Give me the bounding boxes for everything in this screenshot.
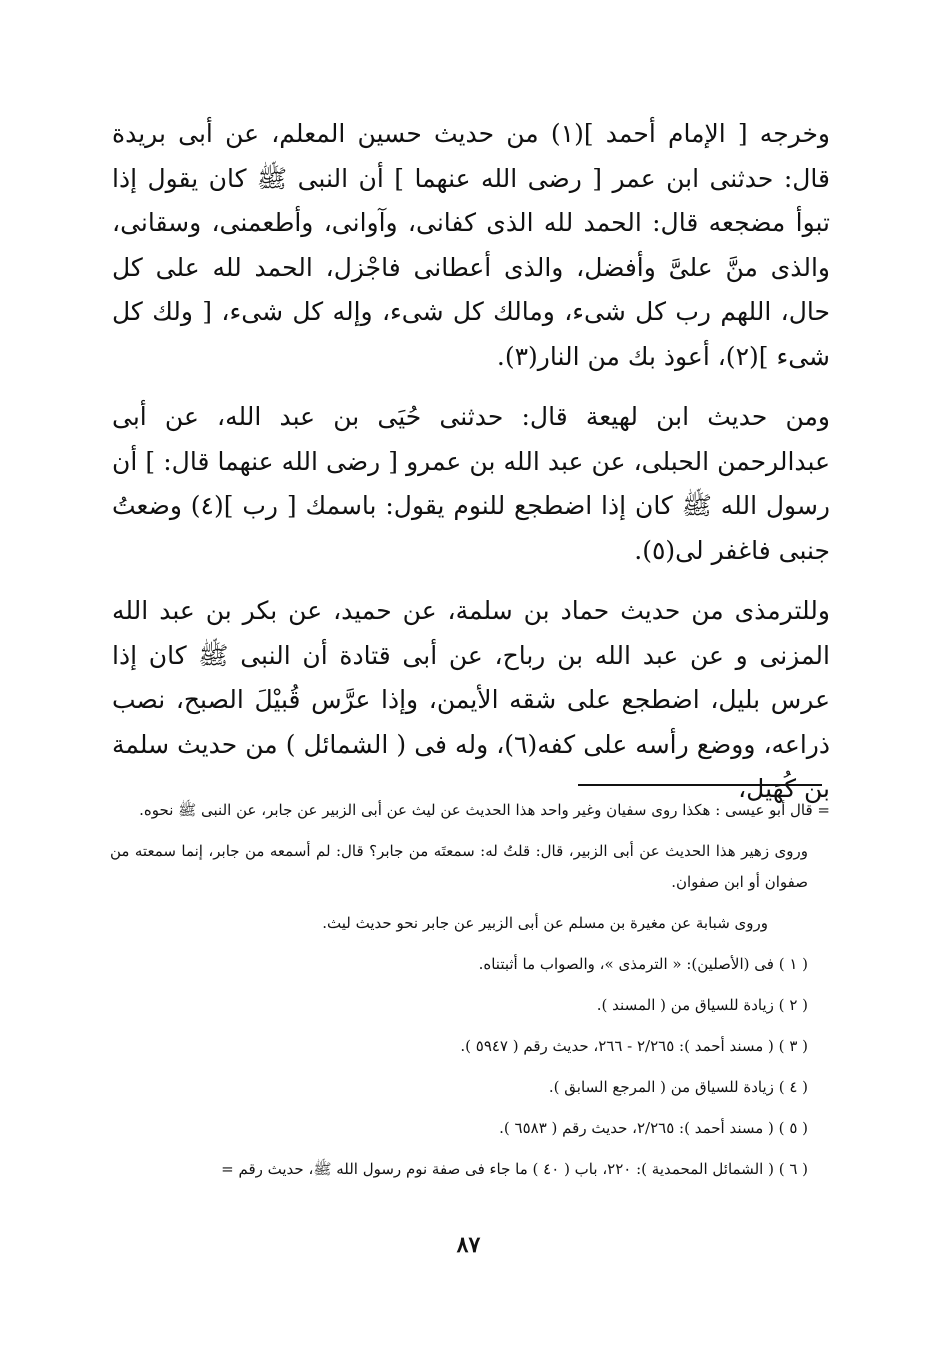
footnote-divider xyxy=(578,784,822,786)
footnotes-block xyxy=(110,795,830,1195)
footnote-note-a: وروى زهير هذا الحديث عن أبى الزبير، قال: قلتُ له: سمعتَه من جابر؟ قال: لم أسمعه من جابر، إنما سمعته من صفوان أو ابن صفوان. xyxy=(110,842,808,891)
footnote-6: ( ٦ ) ( الشمائل المحمدية ): ٢٢٠، باب ( ٤٠ ) ما جاء فى صفة نوم رسول الله ﷺ، حديث رقم = xyxy=(221,1160,808,1178)
footnote-5: ( ٥ ) ( مسند أحمد ): ٢/٢٦٥، حديث رقم ( ٦٥٨٣ ). xyxy=(499,1119,808,1137)
page-number: ٨٧ xyxy=(456,1232,481,1258)
paragraph-1: وخرجه [ الإمام أحمد ](١) من حديث حسين المعلم، عن أبى بريدة قال: حدثنى ابن عمر [ رضى الله عنهما ] أن النبى ﷺ كان يقول إذا تبوأ مضجعه قال: الحمد لله الذى كفانى، وآوانى، وأطعمنى، وسقانى، والذى منَّ علىَّ وأفضل، والذى أعطانى فاجْزل، الحمد لله على كل حال، اللهم رب كل شىء، ومالك كل شىء، وإله كل شىء، [ ولك كل شىء ](٢)، أعوذ بك من النار(٣). xyxy=(112,119,830,371)
paragraph-2: ومن حديث ابن لهيعة قال: حدثنى حُيَى بن عبد الله، عن أبى عبدالرحمن الحبلى، عن عبد الله بن عمرو [ رضى الله عنهما قال: ] أن رسول الله ﷺ كان إذا اضطجع للنوم يقول: باسمك [ رب ](٤) وضعتُ جنبى فاغفر لى(٥). xyxy=(112,402,831,565)
footnote-1: ( ١ ) فى (الأصلين): « الترمذى »، والصواب ما أثبتناه. xyxy=(478,955,808,973)
footnote-continuation: = قال أبو عيسى : هكذا روى سفيان وغير واحد هذا الحديث عن ليث عن أبى الزبير عن جابر، عن النبى ﷺ نحوه. xyxy=(139,801,830,819)
footnote-2: ( ٢ ) زيادة للسياق من ( المسند ). xyxy=(596,996,808,1014)
paragraph-3: وللترمذى من حديث حماد بن سلمة، عن حميد، عن بكر بن عبد الله المزنى و عن عبد الله بن رباح، عن أبى قتادة أن النبى ﷺ كان إذا عرس بليل، اضطجع على شقه الأيمن، وإذا عرَّس قُبيْلَ الصبح، نصب ذراعه، ووضع رأسه على كفه(٦)، وله فى ( الشمائل ) من حديث سلمة بن كُهَيل، xyxy=(112,596,830,803)
main-text-block xyxy=(112,112,830,828)
footnote-3: ( ٣ ) ( مسند أحمد ): ٢/٢٦٥ - ٢٦٦، حديث رقم ( ٥٩٤٧ ). xyxy=(460,1037,808,1055)
footnote-note-b: وروى شبابة عن مغيرة بن مسلم عن أبى الزبير عن جابر نحو حديث ليث. xyxy=(322,914,768,932)
footnote-4: ( ٤ ) زيادة للسياق من ( المرجع السابق ). xyxy=(548,1078,808,1096)
